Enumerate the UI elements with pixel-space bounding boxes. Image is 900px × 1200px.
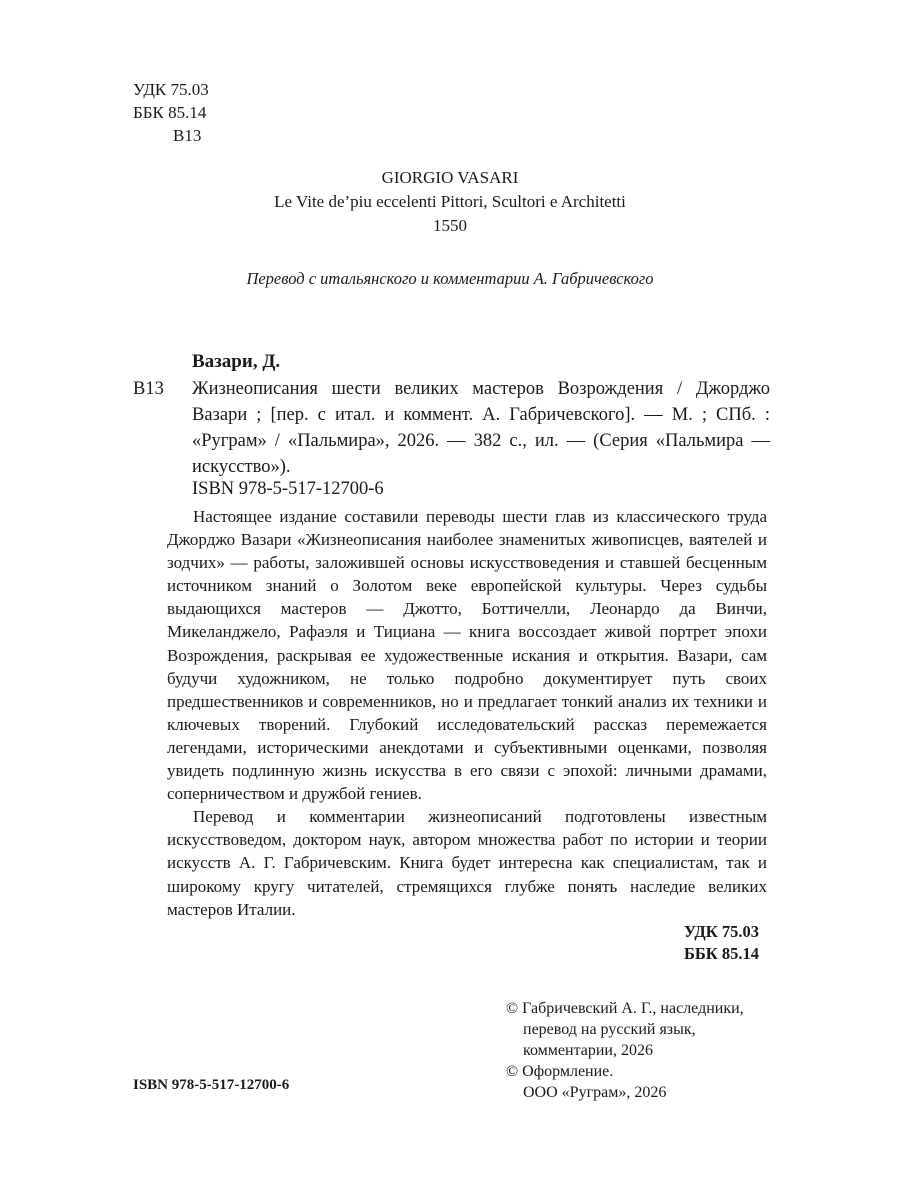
annotation [167,505,767,921]
copyright-line: комментарии, 2026 [523,1042,653,1059]
original-title-block [0,166,900,238]
original-title: Le Vite de’piu eccelenti Pittori, Scultori e Architetti [274,192,626,211]
udk-code-right: УДК 75.03 [683,922,759,941]
bibliographic-author-mark: В13 [133,379,164,399]
bbk-code-right: ББК 85.14 [683,944,759,963]
isbn-bottom: ISBN 978-5-517-12700-6 [133,1077,290,1093]
original-author: GIORGIO VASARI [381,168,519,187]
copyright-line: ООО «Руграм», 2026 [523,1084,667,1101]
translation-note: Перевод с итальянского и комментарии А. Габричевского [246,269,654,288]
classification-codes-right [560,921,759,965]
original-year: 1550 [433,216,467,235]
annotation-paragraph: Перевод и комментарии жизнеописаний подготовлены известным искусствоведом, доктором наук, автором множества работ по истории и теории искусств А. Г. Габричевским. Книга будет интересна как специалистам, так и широкому кругу читателей, стремящихся глубже понять наследие великих мастеров Италии. [167,807,767,919]
annotation-paragraph: Настоящее издание составили переводы шести глав из классического труда Джорджо Вазари «Жизнеописания наиболее знаменитых живописцев, ваятелей и зодчих» — работы, заложившей основы искусствоведения и ставшей бесценным источником знаний о Золотом веке европейской культуры. Через судьбы выдающихся мастеров — Джотто, Боттичелли, Леонардо да Винчи, Микеланджело, Рафаэля и Тициана — книга воссоздает живой портрет эпохи Возрождения, раскрывая ее художественные искания и открытия. Вазари, сам будучи художником, не только подробно документирует путь своих предшественников и современников, но и предлагает тонкий анализ их техники и ключевых творений. Глубокий исследовательский рассказ перемежается легендами, историческими анекдотами и субъективными оценками, позволяя увидеть подлинную жизнь искусства в его связи с эпохой: личными драмами, соперничеством и дружбой гениев. [167,507,767,804]
copyright-block [506,998,744,1103]
bbk-code: ББК 85.14 [133,103,207,122]
classification-codes-top [133,78,209,147]
copyright-line: © Габричевский А. Г., наследники, [506,1000,744,1017]
bibliographic-description: Жизнеописания шести великих мастеров Возрождения / Джорджо Вазари ; [пер. с итал. и коммент. А. Габричевского]. — М. ; СПб. : «Руграм» / «Пальмира», 2026. — 382 с., ил. — (Серия «Пальмира — искусство»). [192,379,770,477]
isbn-main: ISBN 978-5-517-12700-6 [192,479,384,499]
bibliographic-author: Вазари, Д. [192,351,281,372]
copyright-line: перевод на русский язык, [523,1021,696,1038]
udk-code: УДК 75.03 [133,80,209,99]
copyright-line: © Оформление. [506,1063,614,1080]
author-mark: В13 [173,126,202,145]
